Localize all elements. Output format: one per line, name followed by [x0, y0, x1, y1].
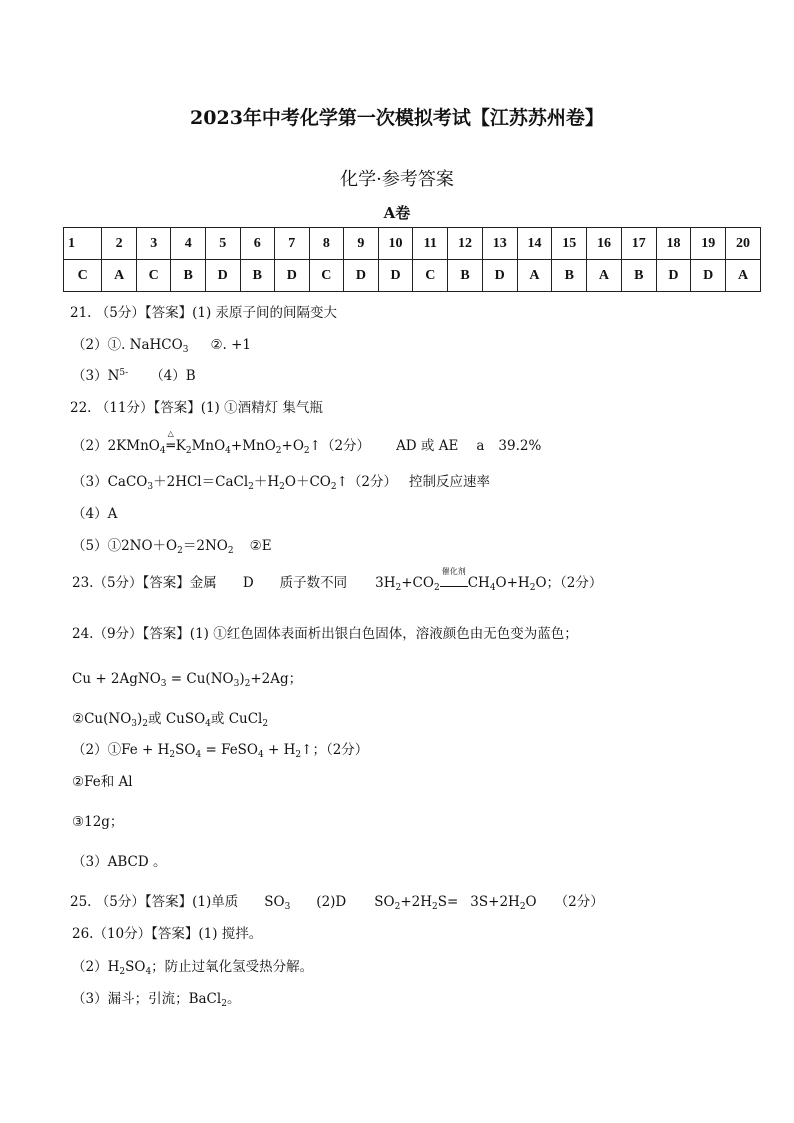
catalyst-label: 催化剂 — [441, 567, 466, 576]
q21-part3-4: $(3)N^{5-}$ （4）B — [72, 368, 196, 384]
q24-heading: 24.（9分）【答案】(1) ①红色固体表面析出银白色固体，溶液颜色由无色变为蓝色； — [72, 626, 578, 642]
question-number: 5 — [205, 228, 240, 260]
question-number: 17 — [621, 228, 656, 260]
question-number: 2 — [102, 228, 137, 260]
answer-cell: B — [552, 260, 587, 292]
question-number: 10 — [378, 228, 413, 260]
question-number: 3 — [136, 228, 171, 260]
q22-heading: 22. （11分）【答案】(1) ①酒精灯 集气瓶 — [70, 400, 323, 416]
answer-cell: D — [656, 260, 691, 292]
answer-cell: D — [344, 260, 379, 292]
page-subtitle: 化学·参考答案 — [340, 169, 454, 190]
question-number: 6 — [240, 228, 275, 260]
q23-line: 23.（5分）【答案】金属 D 质子数不同 $3H_2+CO_2$ 催化剂 $CH_4O+H_2O$；（2分） — [72, 567, 603, 593]
question-number: 12 — [448, 228, 483, 260]
answer-cell: B — [240, 260, 275, 292]
answer-cell: A — [726, 260, 761, 292]
q22-part2: （2）2KMnO$_4$ △ $═K_2MnO_4+MnO_2+O_2↑(2$分） AD 或 AE a 39.2% — [72, 429, 542, 456]
answer-cell: C — [309, 260, 344, 292]
question-number: 13 — [482, 228, 517, 260]
q24-part1-2: $②Cu(NO_3)_2$或 CuSO$_4$或 CuCl$_2$ — [72, 711, 269, 729]
question-number: 18 — [656, 228, 691, 260]
question-number: 4 — [171, 228, 206, 260]
heat-symbol: △ — [167, 429, 174, 438]
answer-cell: B — [171, 260, 206, 292]
question-number: 14 — [517, 228, 552, 260]
answer-cell: D — [205, 260, 240, 292]
question-number: 20 — [726, 228, 761, 260]
answer-cell: D — [378, 260, 413, 292]
answer-cell: B — [621, 260, 656, 292]
q21-part2: （2）①. NaHCO$_3$ ②. +1 — [72, 337, 252, 355]
answer-cell: C — [136, 260, 171, 292]
question-number: 19 — [691, 228, 726, 260]
question-number: 8 — [309, 228, 344, 260]
page-title: 2023年中考化学第一次模拟考试【江苏苏州卷】 — [190, 107, 604, 129]
answer-cell: C — [413, 260, 448, 292]
q25-line: 25. （5分）【答案】(1)单质 $SO_3$ (2)D $SO_2+2H_2S= 3S+2H_2O$ （2分） — [70, 894, 604, 912]
q26-heading: 26.（10分）【答案】(1) 搅拌。 — [72, 926, 263, 942]
q26-part2: $(2)H_2SO_4$；防止过氧化氢受热分解。 — [72, 959, 314, 977]
answer-cell: B — [448, 260, 483, 292]
answer-cell: D — [691, 260, 726, 292]
q26-part3: （3）漏斗；引流；BaCl$_2$。 — [72, 991, 241, 1009]
answer-cell: D — [482, 260, 517, 292]
answer-cell: A — [517, 260, 552, 292]
question-number: 9 — [344, 228, 379, 260]
answer-row — [64, 260, 761, 292]
q22-part3: $(3)CaCO_3+2HCl=CaCl_2+H_2O+CO_2↑(2$分） 控制反应速率 — [72, 474, 491, 492]
q24-part3: （3）ABCD 。 — [72, 854, 167, 870]
q21-heading: 21. （5分）【答案】(1) 汞原子间的间隔变大 — [70, 305, 338, 321]
q24-equation-1: Cu + 2AgNO$_3$ = $Cu(NO_3)_2+2Ag$； — [72, 671, 303, 689]
q24-part2-3: ③12g； — [72, 814, 124, 830]
answer-table — [63, 227, 761, 292]
q24-part2-2: ②Fe和 Al — [72, 774, 133, 790]
answer-cell: A — [587, 260, 622, 292]
question-number: 1 — [64, 228, 102, 260]
q24-part2: （2）①Fe + $H_2SO_4$ = FeSO$_4$ + $H_2↑$；（2分） — [72, 742, 369, 760]
question-number: 7 — [275, 228, 310, 260]
question-number: 11 — [413, 228, 448, 260]
answer-cell: D — [275, 260, 310, 292]
section-heading: A卷 — [383, 204, 411, 222]
question-number: 15 — [552, 228, 587, 260]
question-number: 16 — [587, 228, 622, 260]
q22-part4: （4）A — [72, 506, 118, 522]
answer-cell: A — [102, 260, 137, 292]
answer-cell: C — [64, 260, 102, 292]
question-number-row — [64, 228, 761, 260]
q22-part5: $(5)①2NO+O_2=2NO_2$ ②E — [72, 538, 272, 556]
